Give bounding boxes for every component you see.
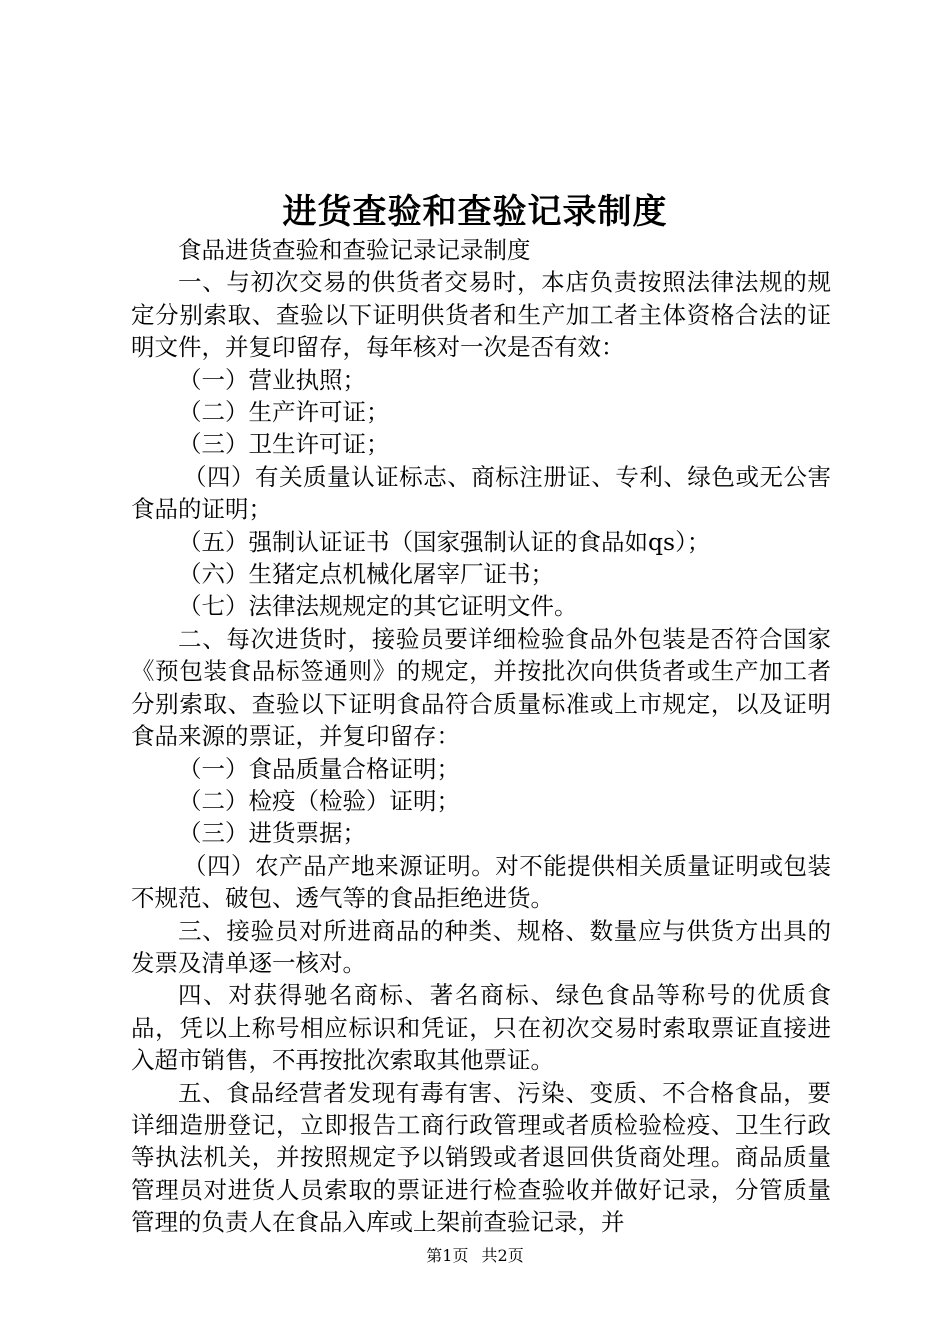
paragraph-section-3: 三、接验员对所进商品的种类、规格、数量应与供货方出具的发票及清单逐一核对。 (131, 916, 831, 977)
list-item: （二）生产许可证； (178, 398, 390, 427)
paragraph-section-4: 四、对获得驰名商标、著名商标、绿色食品等称号的优质食品，凭以上称号相应标识和凭证，只在初次交易时索取票证直接进入超市销售，不再按批次索取其他票证。 (131, 981, 831, 1075)
paragraph-section-5: 五、食品经营者发现有毒有害、污染、变质、不合格食品，要详细造册登记，立即报告工商行政管理或者质检验检疫、卫生行政等执法机关，并按照规定予以销毁或者退回供货商处理。商品质量管理员对进货人员索取的票证进行检查验收并做好记录，分管质量管理的负责人在食品入库或上架前查验记录，并 (131, 1078, 831, 1237)
paragraph-subtitle: 食品进货查验和查验记录记录制度 (178, 236, 531, 264)
document-body (131, 234, 831, 1239)
page-total: 共2页 (481, 1246, 524, 1265)
list-item: （七）法律法规规定的其它证明文件。 (178, 592, 578, 621)
page-number: 第1页 (426, 1246, 469, 1265)
list-item: （一）食品质量合格证明； (178, 754, 460, 783)
list-item: （三）进货票据； (178, 819, 366, 848)
list-item: （二）检疫（检验）证明； (178, 786, 460, 815)
paragraph-section-1: 一、与初次交易的供货者交易时，本店负责按照法律法规的规定分别索取、查验以下证明供货者和生产加工者主体资格合法的证明文件，并复印留存，每年核对一次是否有效： (131, 268, 831, 362)
list-item: （六）生猪定点机械化屠宰厂证书； (178, 560, 554, 589)
list-item: （四）农产品产地来源证明。对不能提供相关质量证明或包装不规范、破包、透气等的食品拒绝进货。 (131, 851, 831, 913)
document-title: 进货查验和查验记录制度 (282, 192, 668, 232)
list-item: （三）卫生许可证； (178, 430, 390, 459)
list-item: （五）强制认证证书（国家强制认证的食品如qs）； (178, 527, 711, 556)
page-footer (0, 1243, 950, 1266)
paragraph-section-2: 二、每次进货时，接验员要详细检验食品外包装是否符合国家《预包装食品标签通则》的规定，并按批次向供货者或生产加工者分别索取、查验以下证明食品符合质量标准或上市规定，以及证明食品来源的票证，并复印留存： (131, 624, 831, 751)
list-item: （一）营业执照； (178, 365, 366, 394)
list-item: （四）有关质量认证标志、商标注册证、专利、绿色或无公害食品的证明； (131, 462, 831, 524)
